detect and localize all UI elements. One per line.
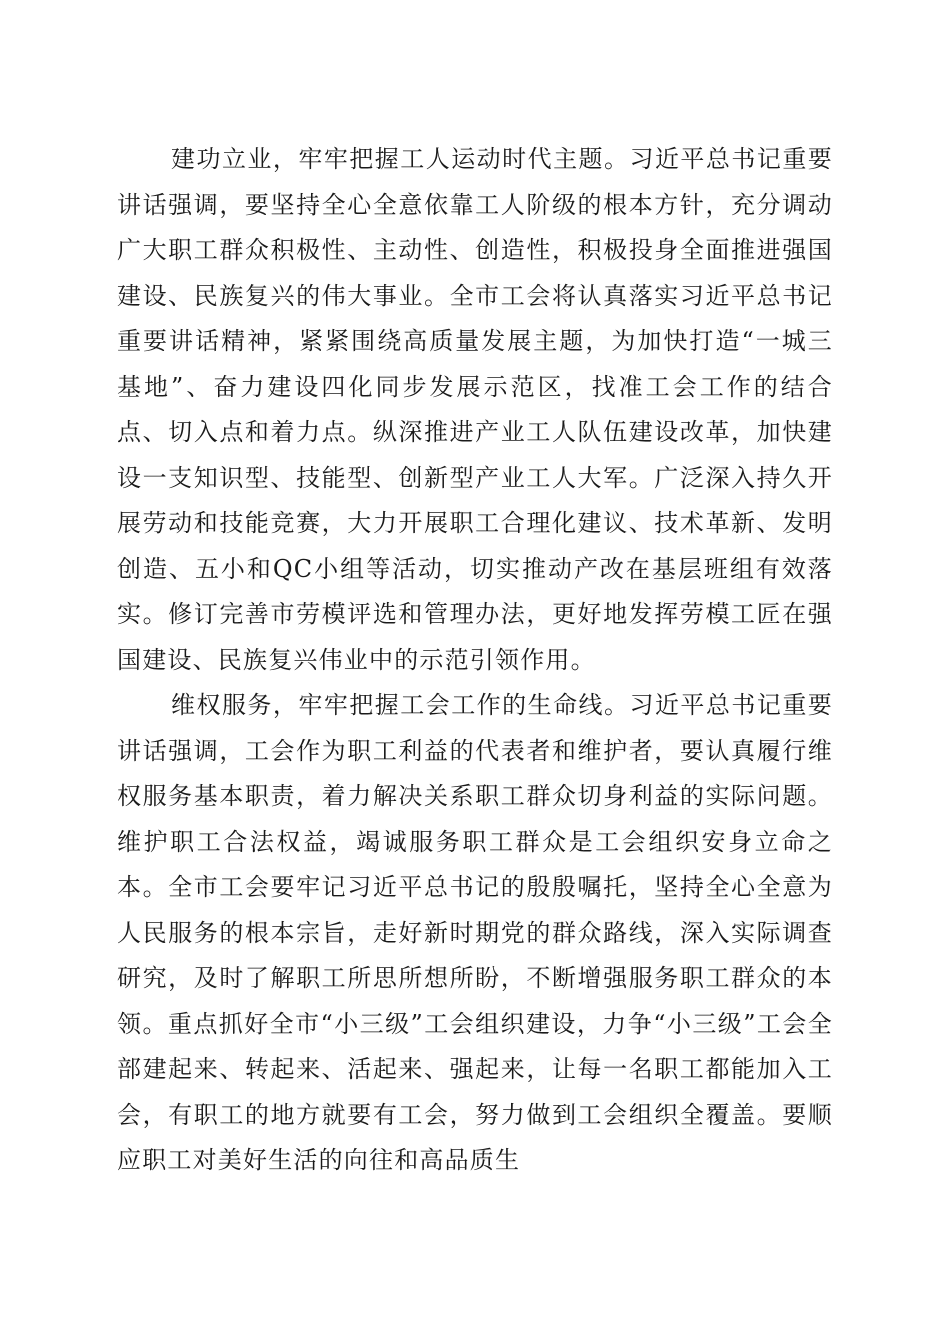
paragraph-2: 维权服务，牢牢把握工会工作的生命线。习近平总书记重要讲话强调，工会作为职工利益的代表者和维护者，要认真履行维权服务基本职责，着力解决关系职工群众切身利益的实际问题。维护职工合法权益，竭诚服务职工群众是工会组织安身立命之本。全市工会要牢记习近平总书记的殷殷嘱托，坚持全心全意为人民服务的根本宗旨，走好新时期党的群众路线，深入实际调查研究，及时了解职工所思所想所盼，不断增强服务职工群众的本领。重点抓好全市“小三级”工会组织建设，力争“小三级”工会全部建起来、转起来、活起来、强起来，让每一名职工都能加入工会，有职工的地方就要有工会，努力做到工会组织全覆盖。要顺应职工对美好生活的向往和高品质生 [117,691,833,1174]
paragraph-1: 建功立业，牢牢把握工人运动时代主题。习近平总书记重要讲话强调，要坚持全心全意依靠工人阶级的根本方针，充分调动广大职工群众积极性、主动性、创造性，积极投身全面推进强国建设、民族复兴的伟大事业。全市工会将认真落实习近平总书记重要讲话精神，紧紧围绕高质量发展主题，为加快打造“一城三基地”、奋力建设四化同步发展示范区，找准工会工作的结合点、切入点和着力点。纵深推进产业工人队伍建设改革，加快建设一支知识型、技能型、创新型产业工人大军。广泛深入持久开展劳动和技能竞赛，大力开展职工合理化建议、技术革新、发明创造、五小和QC小组等活动，切实推动产改在基层班组有效落实。修订完善市劳模评选和管理办法，更好地发挥劳模工匠在强国建设、民族复兴伟业中的示范引领作用。 [117,145,833,674]
document-body [117,137,833,1184]
